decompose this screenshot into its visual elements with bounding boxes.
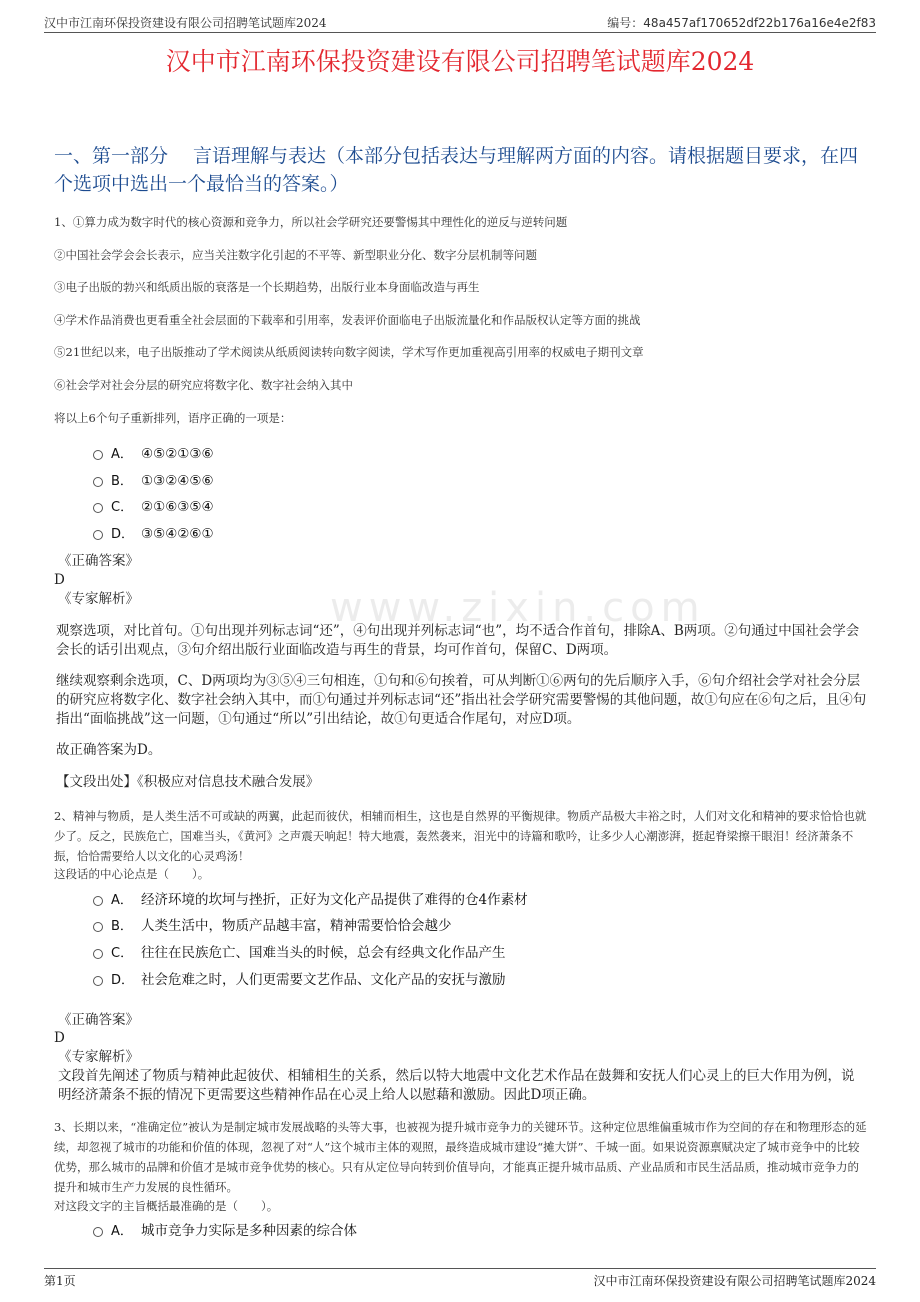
document-title: 汉中市江南环保投资建设有限公司招聘笔试题库2024 <box>165 47 755 76</box>
q1-explanation-3: 故正确答案为D。 <box>56 742 162 758</box>
q1-sentence-3: ③电子出版的勃兴和纸质出版的衰落是一个长期趋势，出版行业本身面临改造与再生 <box>54 280 480 294</box>
q3-prompt: 对这段文字的主旨概括最准确的是（ ）。 <box>54 1199 279 1213</box>
q1-sentence-5: ⑤21世纪以来，电子出版推动了学术阅读从纸质阅读转向数字阅读，学术写作更加重视高引用率的权威电子期刊文章 <box>54 345 644 359</box>
q1-option-c[interactable]: C． ②①⑥③⑤④ <box>93 496 214 515</box>
q2-option-c[interactable]: C． 往往在民族危亡、国难当头的时候，总会有经典文化作品产生 <box>93 941 506 961</box>
q1-answer-label: 《正确答案》 <box>58 553 139 569</box>
radio-icon[interactable] <box>93 477 103 487</box>
q1-sentence-4: ④学术作品消费也更看重全社会层面的下载率和引用率，发表评价面临电子出版流量化和作品版权认定等方面的挑战 <box>54 313 641 327</box>
q2-option-d[interactable]: D． 社会危难之时，人们更需要文艺作品、文化产品的安抚与激励 <box>93 968 506 988</box>
q1-explanation-1: 观察选项，对比首句。①句出现并列标志词“还”，④句出现并列标志词“也”，均不适合作首句，排除A、B两项。②句通过中国社会学会会长的话引出观点，③句介绍出版行业面临改造与再生的背景，均可作首句，保留C、D两项。 <box>56 623 860 658</box>
header-serial: 编号：48a457af170652df22b176a16e4e2f83 <box>607 16 876 30</box>
q2-option-b[interactable]: B． 人类生活中，物质产品越丰富，精神需要恰恰会越少 <box>93 914 452 934</box>
q2-analysis-label: 《专家解析》 <box>58 1049 139 1065</box>
radio-icon[interactable] <box>93 922 103 932</box>
page-footer <box>44 1272 876 1290</box>
section-heading: 一、第一部分 言语理解与表达（本部分包括表达与理解两方面的内容。请根据题目要求，在四个选项中选出一个最恰当的答案。） <box>54 145 859 195</box>
radio-icon[interactable] <box>93 949 103 959</box>
q3-stem: 3、长期以来，“准确定位”被认为是制定城市发展战略的头等大事，也被视为提升城市竞争力的关键环节。这种定位思维偏重城市作为空间的存在和物理形态的延续，却忽视了城市的功能和价值的体现，忽视了对“人”这个城市主体的观照，最终造成城市建设“摊大饼”、千城一面。如果说资源禀赋决定了城市竞争中的比较优势，那么城市的品牌和价值才是城市竞争优势的核心。只有从定位导向转到价值导向，才能真正提升城市品质、产业品质和市民生活品质，推动城市竞争力的提升和城市生产力发展的良性循环。 <box>54 1120 867 1194</box>
radio-icon[interactable] <box>93 1227 103 1237</box>
watermark: www.zixin.com <box>330 585 706 631</box>
q1-sentence-6: ⑥社会学对社会分层的研究应将数字化、数字社会纳入其中 <box>54 378 353 392</box>
header-title: 汉中市江南环保投资建设有限公司招聘笔试题库2024 <box>44 16 327 30</box>
q2-stem: 2、精神与物质，是人类生活不可或缺的两翼，此起而彼伏，相辅而相生，这也是自然界的平衡规律。物质产品极大丰裕之时，人们对文化和精神的要求恰恰也就少了。反之，民族危亡，国难当头，《黄河》之声震天响起！特大地震，轰然袭来，泪光中的诗篇和歌吟，让多少人心潮澎湃，挺起脊梁擦干眼泪！经济萧条不振，恰恰需要给人以文化的心灵鸡汤！ <box>54 809 867 863</box>
q2-option-a[interactable]: A． 经济环境的坎坷与挫折，正好为文化产品提供了难得的仓4作素材 <box>93 888 528 908</box>
page-header <box>44 14 876 32</box>
q1-source: 【文段出处】《积极应对信息技术融合发展》 <box>56 774 320 790</box>
q1-explanation-2: 继续观察剩余选项，C、D两项均为③⑤④三句相连，①句和⑥句挨着，可从判断①⑥两句的先后顺序入手，⑥句介绍社会学对社会分层的研究应将数字化、数字社会纳入其中，而①句通过并列标志词“还”指出社会学研究需要警惕的其他问题，故①句应在⑥句之后，且④句指出“面临挑战”这一问题，①句通过“所以”引出结论，故①句更适合作尾句，对应D项。 <box>56 673 867 727</box>
q1-sentence-2: ②中国社会学会会长表示，应当关注数字化引起的不平等、新型职业分化、数字分层机制等问题 <box>54 248 537 262</box>
header-divider <box>44 32 876 33</box>
radio-icon[interactable] <box>93 503 103 513</box>
q1-analysis-label: 《专家解析》 <box>58 591 139 607</box>
q1-option-a[interactable]: A． ④⑤②①③⑥ <box>93 443 214 462</box>
q1-sentence-1: 1、①算力成为数字时代的核心资源和竞争力，所以社会学研究还要警惕其中理性化的逆反与逆转问题 <box>54 215 568 229</box>
q1-answer: D <box>54 572 65 588</box>
q1-option-b[interactable]: B． ①③②④⑤⑥ <box>93 470 214 489</box>
q1-prompt: 将以上6个句子重新排列，语序正确的一项是： <box>54 411 292 425</box>
radio-icon[interactable] <box>93 976 103 986</box>
radio-icon[interactable] <box>93 450 103 460</box>
radio-icon[interactable] <box>93 896 103 906</box>
radio-icon[interactable] <box>93 530 103 540</box>
footer-divider <box>44 1268 876 1269</box>
q2-answer-label: 《正确答案》 <box>58 1012 139 1028</box>
q1-option-d[interactable]: D． ③⑤④②⑥① <box>93 523 214 542</box>
q3-option-a[interactable]: A． 城市竞争力实际是多种因素的综合体 <box>93 1219 357 1239</box>
q2-explanation: 文段首先阐述了物质与精神此起彼伏、相辅相生的关系，然后以特大地震中文化艺术作品在鼓舞和安抚人们心灵上的巨大作用为例，说明经济萧条不振的情况下更需要这些精神作品在心灵上给人以慰藉和激励。因此D项正确。 <box>58 1068 855 1103</box>
footer-title: 汉中市江南环保投资建设有限公司招聘笔试题库2024 <box>593 1274 876 1288</box>
q2-answer: D <box>54 1030 65 1046</box>
q2-prompt: 这段话的中心论点是（ ）。 <box>54 867 210 881</box>
page-number: 第1页 <box>44 1274 76 1288</box>
